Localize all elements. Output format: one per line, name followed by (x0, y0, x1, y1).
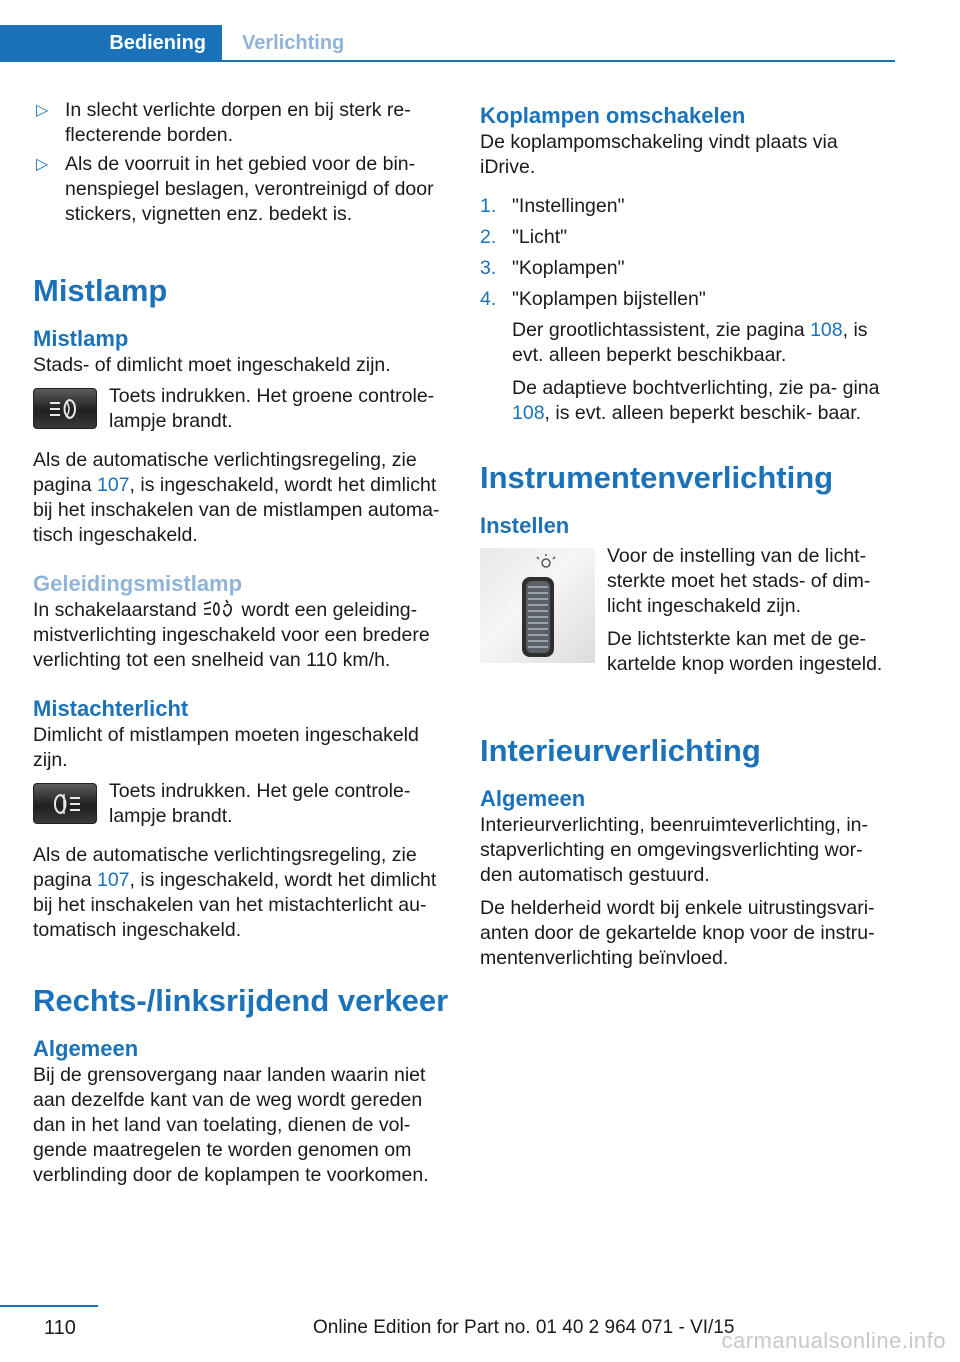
edition-info: Online Edition for Part no. 01 40 2 964 071 - VI/15 (313, 1317, 735, 1338)
knob-description: Voor de instelling van de licht‐ sterkte moet het stads- of dim‐ licht ingeschakeld zijn. De lichtsterkte kan met de ge‐ kartelde knop worden ingesteld. (607, 545, 883, 675)
paragraph: Interieurverlichting, beenruimteverlichting, in‐ stapverlichting en omgevingsverlichting wor‐ den automatisch gestuurd. (480, 814, 869, 886)
icon-description: Toets indrukken. Het gele controle‐ lampje brandt. (109, 780, 411, 827)
list-item: 4. "Koplampen bijstellen" Der grootlichtassistent, zie pagina 108, is evt. alleen beperkt beschikbaar. De adaptieve bochtverlichting, zie pa‐ gina 108, is evt. alleen beperkt beschik‐ baar. (480, 287, 898, 426)
knob-row (480, 544, 898, 677)
brightness-knob-icon (480, 548, 595, 663)
list-item: 1. "Instellingen" (480, 195, 625, 217)
heading-mistlamp: Mistlamp (33, 273, 168, 308)
icon-row (33, 779, 453, 829)
front-fog-light-button-icon (33, 388, 97, 429)
header-rule (0, 60, 895, 62)
page-link[interactable]: 107 (96, 474, 130, 496)
paragraph: In schakelaarstand wordt een geleiding‐ mistverlichting ingeschakeld voor een bredere verlichting tot een snelheid van 110 km/h. (33, 599, 430, 671)
subheading-mistlamp: Mistlamp (33, 326, 129, 351)
triangle-bullet-icon: ▷ (36, 102, 49, 119)
icon-description: Toets indrukken. Het groene controle‐ lampje brandt. (109, 385, 435, 432)
tab-verlichting[interactable]: Verlichting (242, 32, 345, 54)
headlight-switch-position-icon (202, 599, 236, 621)
heading-interieurverlichting: Interieurverlichting (480, 733, 761, 768)
paragraph: Als de automatische verlichtingsregeling, zie pagina 107, is ingeschakeld, wordt het dimlicht bij het inschakelen van de mistlampen automa‐ tisch ingeschakeld. (33, 449, 440, 546)
paragraph: Dimlicht of mistlampen moeten ingeschakeld zijn. (33, 724, 419, 771)
paragraph: Stads- of dimlicht moet ingeschakeld zijn. (33, 354, 391, 376)
subheading-instellen: Instellen (480, 513, 570, 538)
page-number: 110 (44, 1317, 76, 1339)
footer-rule (0, 1305, 98, 1307)
list-item: ▷ In slecht verlichte dorpen en bij sterk re‐ flecterende borden. (36, 99, 411, 146)
numbered-list (480, 194, 898, 426)
list-item: ▷ Als de voorruit in het gebied voor de bin‐ nenspiegel beslagen, verontreinigd of door stickers, vignetten enz. bedekt is. (36, 153, 434, 225)
paragraph: De koplampomschakeling vindt plaats via iDrive. (480, 131, 838, 178)
watermark: carmanualsonline.info (721, 1328, 946, 1353)
list-item: 3. "Koplampen" (480, 257, 625, 279)
heading-rechts-linksrijdend: Rechts-/linksrijdend verkeer (33, 983, 449, 1018)
page-link[interactable]: 108 (512, 402, 545, 424)
subheading-koplampen: Koplampen omschakelen (480, 103, 746, 128)
page-link[interactable]: 108 (810, 319, 843, 341)
step-note: Der grootlichtassistent, zie pagina 108, is evt. alleen beperkt beschikbaar. (512, 319, 868, 366)
page-link[interactable]: 107 (96, 869, 130, 891)
bullet-list (33, 98, 453, 227)
step-note: De adaptieve bochtverlichting, zie pa‐ gina 108, is evt. alleen beperkt beschik‐ baar. (512, 377, 880, 424)
rear-fog-light-button-icon (33, 783, 97, 824)
triangle-bullet-icon: ▷ (36, 156, 49, 173)
paragraph: Bij de grensovergang naar landen waarin niet aan dezelfde kant van de weg wordt gereden dan in het land van toelating, dienen de vol‐ gende maatregelen te worden genomen om verblinding door de koplampen te voorkomen. (33, 1064, 429, 1186)
subheading-geleidingsmistlamp: Geleidingsmistlamp (33, 571, 243, 596)
paragraph: Als de automatische verlichtingsregeling, zie pagina 107, is ingeschakeld, wordt het dimlicht bij het inschakelen van het mistachterlicht au‐ tomatisch ingeschakeld. (33, 844, 437, 941)
header-tabs (0, 25, 895, 62)
subheading-algemeen: Algemeen (33, 1036, 139, 1061)
heading-instrumentenverlichting: Instrumentenverlichting (480, 460, 834, 495)
list-item: 2. "Licht" (480, 226, 568, 248)
paragraph: De helderheid wordt bij enkele uitrustingsvari‐ anten door de gekartelde knop voor de instru‐ mentenverlichting beïnvloed. (480, 897, 875, 969)
icon-row (33, 384, 453, 434)
subheading-mistachterlicht: Mistachterlicht (33, 696, 189, 721)
subheading-algemeen: Algemeen (480, 786, 586, 811)
left-column (33, 98, 453, 1188)
tab-bediening[interactable]: Bediening (0, 25, 222, 62)
right-column (480, 98, 898, 971)
